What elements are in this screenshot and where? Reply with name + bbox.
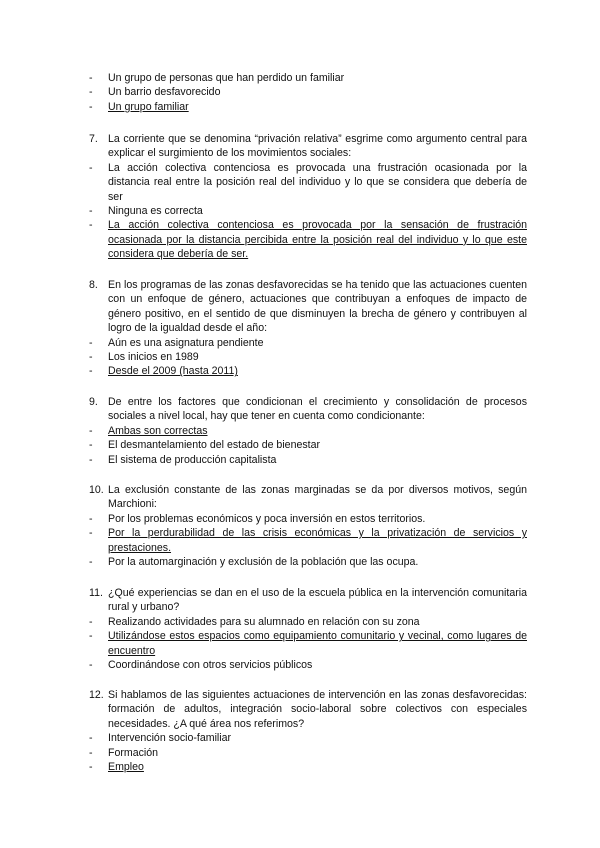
question-10 [89, 483, 527, 569]
option-item: - Ninguna es correcta [89, 205, 203, 218]
question-text: 10. La exclusión constante de las zonas marginadas se da por diversos motivos, según Marchioni: [89, 484, 527, 511]
question-text: 9. De entre los factores que condicionan el crecimiento y consolidación de procesos sociales a nivel local, hay que tener en cuenta como condicionante: [89, 396, 527, 423]
question-9 [89, 395, 527, 467]
option-item-correct: - Utilizándose estos espacios como equipamiento comunitario y vecinal, como lugares de encuentro [89, 630, 527, 657]
option-item: - Un barrio desfavorecido [89, 86, 221, 99]
question-8 [89, 278, 527, 379]
option-item-correct: - Un grupo familiar [89, 100, 189, 113]
option-item-correct: - Por la perdurabilidad de las crisis económicas y la privatización de servicios y prestaciones. [89, 527, 527, 554]
question-12 [89, 688, 527, 774]
question-text: 11. ¿Qué experiencias se dan en el uso de la escuela pública en la intervención comunitaria rural y urbano? [89, 587, 527, 614]
question-text: 12. Si hablamos de las siguientes actuaciones de intervención en las zonas desfavorecidas: formación de adultos, integración socio-laboral sobre colectivos con especiales necesidades. ¿A qué área nos referimos? [89, 689, 527, 730]
question-6-options [89, 71, 527, 114]
option-item: - Formación [89, 746, 159, 759]
option-item: - Por los problemas económicos y poca inversión en estos territorios. [89, 512, 426, 525]
option-item-correct: - Desde el 2009 (hasta 2011) [89, 365, 238, 378]
option-item: - Por la automarginación y exclusión de la población que las ocupa. [89, 556, 419, 569]
option-item: - El desmantelamiento del estado de bienestar [89, 439, 321, 452]
option-item-correct: - Ambas son correctas [89, 424, 208, 437]
option-item: - Los inicios en 1989 [89, 351, 199, 364]
option-item: - Coordinándose con otros servicios públicos [89, 659, 313, 672]
question-11 [89, 586, 527, 672]
question-7 [89, 132, 527, 262]
option-item-correct: - Empleo [89, 761, 144, 774]
option-item: - Realizando actividades para su alumnado en relación con su zona [89, 615, 420, 628]
option-item: - La acción colectiva contenciosa es provocada una frustración ocasionada por la distancia real entre la posición real del individuo y lo que se considera que debería de ser [89, 161, 527, 203]
option-item: - Intervención socio-familiar [89, 732, 232, 745]
option-item: - El sistema de producción capitalista [89, 453, 277, 466]
option-item: - Un grupo de personas que han perdido un familiar [89, 72, 345, 84]
option-item-correct: - La acción colectiva contenciosa es provocada por la sensación de frustración ocasionada por la distancia percibida entre la posición real del individuo y lo que este considera que debería de ser. [89, 219, 527, 261]
question-text: 7. La corriente que se denomina “privación relativa” esgrime como argumento central para explicar el surgimiento de los movimientos sociales: [89, 133, 527, 160]
option-item: - Aún es una asignatura pendiente [89, 336, 264, 349]
question-text: 8. En los programas de las zonas desfavorecidas se ha tenido que las actuaciones cuenten con un enfoque de género, actuaciones que contribuyan a enfoques de impacto de género positivo, en el sentido de que disminuyen la brecha de género y contribuyen al logro de la igualdad desde el año: [89, 279, 527, 335]
